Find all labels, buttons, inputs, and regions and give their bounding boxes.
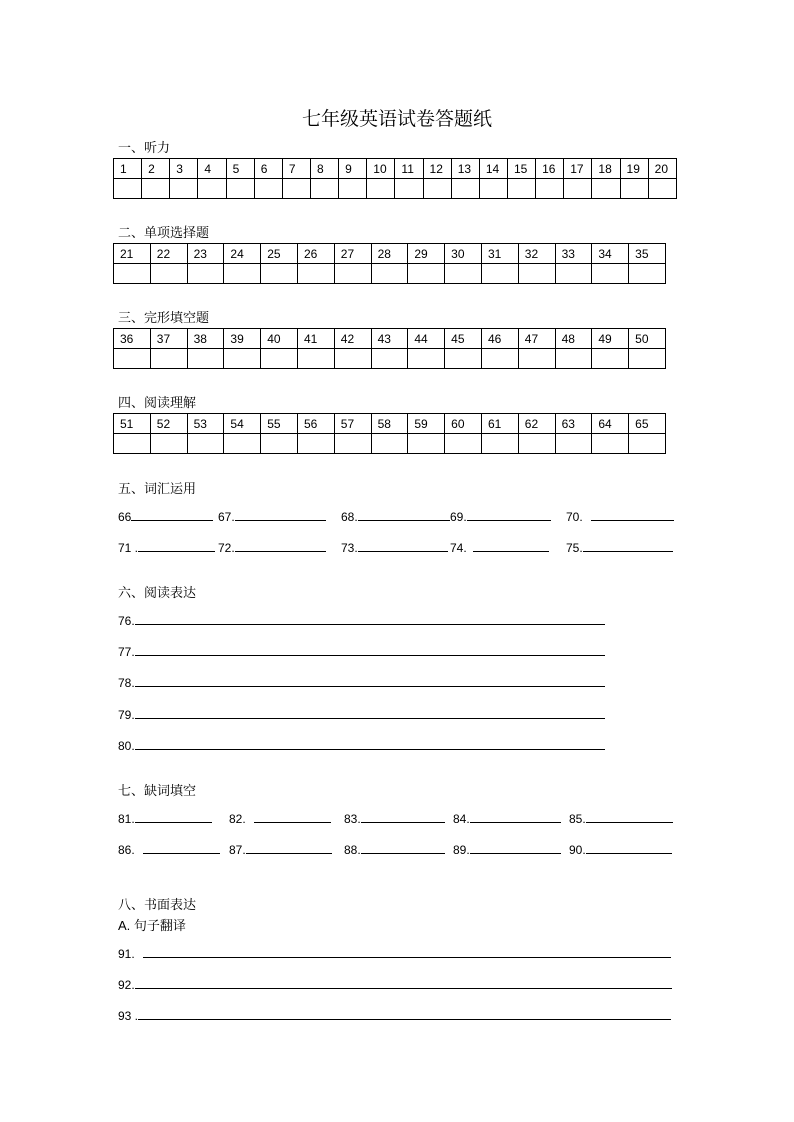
blank-70[interactable] xyxy=(566,508,674,524)
answer-cell[interactable] xyxy=(114,349,151,369)
answer-cell[interactable] xyxy=(445,434,482,454)
answer-cell[interactable] xyxy=(261,434,298,454)
question-number-cell: 58 xyxy=(371,414,408,434)
answer-cell[interactable] xyxy=(629,434,666,454)
section-heading-reading-expression: 六、阅读表达 xyxy=(118,585,197,600)
answer-grid-listening xyxy=(113,158,677,199)
answer-line-80[interactable] xyxy=(118,737,605,753)
answer-cell[interactable] xyxy=(371,434,408,454)
question-number-cell: 18 xyxy=(592,159,620,179)
line-label: 92. xyxy=(118,978,135,992)
answer-cell[interactable] xyxy=(536,179,564,199)
blank-69[interactable] xyxy=(450,508,551,524)
section-heading-missing-words: 七、缺词填空 xyxy=(118,783,197,798)
question-number-cell: 54 xyxy=(224,414,261,434)
question-number-row xyxy=(114,329,666,349)
answer-cell[interactable] xyxy=(371,264,408,284)
answer-line-79[interactable] xyxy=(118,706,605,722)
question-number-cell: 11 xyxy=(395,159,423,179)
question-number-cell: 10 xyxy=(367,159,395,179)
question-number-cell: 64 xyxy=(592,414,629,434)
line-label: 91. xyxy=(118,947,135,961)
answer-cell[interactable] xyxy=(481,434,518,454)
question-number-cell: 37 xyxy=(150,329,187,349)
answer-cell[interactable] xyxy=(451,179,479,199)
blank-82[interactable] xyxy=(229,810,331,826)
question-number-cell: 47 xyxy=(518,329,555,349)
answer-cell[interactable] xyxy=(297,264,334,284)
section-heading-writing: 八、书面表达 xyxy=(118,897,197,912)
question-number-cell: 42 xyxy=(334,329,371,349)
answer-cell[interactable] xyxy=(555,434,592,454)
answer-line-93[interactable] xyxy=(118,1007,671,1023)
question-number-cell: 40 xyxy=(261,329,298,349)
answer-grid-reading xyxy=(113,413,666,454)
question-number-cell: 60 xyxy=(445,414,482,434)
question-number-cell: 56 xyxy=(297,414,334,434)
answer-row xyxy=(114,349,666,369)
blank-89[interactable] xyxy=(453,841,561,857)
question-number-cell: 43 xyxy=(371,329,408,349)
answer-cell[interactable] xyxy=(187,349,224,369)
question-number-cell: 2 xyxy=(142,159,170,179)
line-label: 76. xyxy=(118,614,135,628)
question-number-cell: 53 xyxy=(187,414,224,434)
blank-83[interactable] xyxy=(344,810,445,826)
question-number-cell: 34 xyxy=(592,244,629,264)
question-number-cell: 30 xyxy=(445,244,482,264)
answer-cell[interactable] xyxy=(198,179,226,199)
blank-86[interactable] xyxy=(118,841,220,857)
question-number-cell: 36 xyxy=(114,329,151,349)
answer-cell[interactable] xyxy=(408,264,445,284)
section-heading-vocabulary: 五、词汇运用 xyxy=(118,481,197,496)
blank-label: 74. xyxy=(450,541,467,555)
blank-74[interactable] xyxy=(450,539,549,555)
question-number-cell: 65 xyxy=(629,414,666,434)
answer-cell[interactable] xyxy=(479,179,507,199)
question-number-row xyxy=(114,244,666,264)
question-number-cell: 4 xyxy=(198,159,226,179)
question-number-cell: 55 xyxy=(261,414,298,434)
answer-cell[interactable] xyxy=(170,179,198,199)
blank-label: 87. xyxy=(229,843,246,857)
answer-cell[interactable] xyxy=(518,264,555,284)
blank-label: 66 xyxy=(118,510,132,524)
answer-cell[interactable] xyxy=(423,179,451,199)
answer-line-76[interactable] xyxy=(118,612,605,628)
question-number-cell: 1 xyxy=(114,159,142,179)
answer-line-78[interactable] xyxy=(118,674,605,690)
answer-cell[interactable] xyxy=(555,264,592,284)
answer-cell[interactable] xyxy=(408,349,445,369)
answer-cell[interactable] xyxy=(150,264,187,284)
blank-label: 67. xyxy=(218,510,235,524)
question-number-cell: 22 xyxy=(150,244,187,264)
answer-cell[interactable] xyxy=(114,264,151,284)
answer-cell[interactable] xyxy=(114,434,151,454)
question-number-cell: 49 xyxy=(592,329,629,349)
question-number-cell: 35 xyxy=(629,244,666,264)
line-label: 93 . xyxy=(118,1009,139,1023)
question-number-cell: 31 xyxy=(481,244,518,264)
question-number-cell: 50 xyxy=(629,329,666,349)
question-number-cell: 21 xyxy=(114,244,151,264)
blank-label: 73. xyxy=(341,541,358,555)
answer-cell[interactable] xyxy=(254,179,282,199)
answer-cell[interactable] xyxy=(620,179,648,199)
answer-cell[interactable] xyxy=(310,179,338,199)
question-number-cell: 45 xyxy=(445,329,482,349)
blank-85[interactable] xyxy=(569,810,673,826)
question-number-cell: 62 xyxy=(518,414,555,434)
answer-cell[interactable] xyxy=(367,179,395,199)
question-number-cell: 57 xyxy=(334,414,371,434)
blank-label: 75. xyxy=(566,541,583,555)
blank-71[interactable] xyxy=(118,539,215,555)
answer-row xyxy=(114,434,666,454)
question-number-cell: 51 xyxy=(114,414,151,434)
answer-cell[interactable] xyxy=(518,349,555,369)
answer-cell[interactable] xyxy=(564,179,592,199)
question-number-cell: 23 xyxy=(187,244,224,264)
answer-cell[interactable] xyxy=(555,349,592,369)
blank-81[interactable] xyxy=(118,810,212,826)
question-number-cell: 24 xyxy=(224,244,261,264)
question-number-cell: 7 xyxy=(282,159,310,179)
answer-cell[interactable] xyxy=(629,349,666,369)
blank-label: 90. xyxy=(569,843,586,857)
blank-label: 89. xyxy=(453,843,470,857)
blank-label: 72. xyxy=(218,541,235,555)
answer-cell[interactable] xyxy=(224,264,261,284)
blank-88[interactable] xyxy=(344,841,445,857)
question-number-cell: 59 xyxy=(408,414,445,434)
answer-cell[interactable] xyxy=(507,179,535,199)
answer-cell[interactable] xyxy=(150,434,187,454)
question-number-cell: 28 xyxy=(371,244,408,264)
answer-cell[interactable] xyxy=(395,179,423,199)
answer-cell[interactable] xyxy=(629,264,666,284)
answer-cell[interactable] xyxy=(297,349,334,369)
answer-cell[interactable] xyxy=(261,264,298,284)
question-number-cell: 6 xyxy=(254,159,282,179)
blank-68[interactable] xyxy=(341,508,450,524)
question-number-cell: 17 xyxy=(564,159,592,179)
question-number-cell: 12 xyxy=(423,159,451,179)
blank-73[interactable] xyxy=(341,539,448,555)
blank-67[interactable] xyxy=(218,508,326,524)
question-number-cell: 25 xyxy=(261,244,298,264)
answer-cell[interactable] xyxy=(297,434,334,454)
blank-label: 68. xyxy=(341,510,358,524)
blank-label: 85. xyxy=(569,812,586,826)
answer-cell[interactable] xyxy=(224,434,261,454)
answer-cell[interactable] xyxy=(518,434,555,454)
question-number-cell: 44 xyxy=(408,329,445,349)
blank-87[interactable] xyxy=(229,841,332,857)
blank-72[interactable] xyxy=(218,539,326,555)
question-number-row xyxy=(114,159,677,179)
question-number-cell: 61 xyxy=(481,414,518,434)
blank-label: 88. xyxy=(344,843,361,857)
answer-cell[interactable] xyxy=(339,179,367,199)
question-number-cell: 32 xyxy=(518,244,555,264)
question-number-row xyxy=(114,414,666,434)
answer-cell[interactable] xyxy=(481,349,518,369)
section-heading-listening: 一、听力 xyxy=(118,140,171,155)
answer-cell[interactable] xyxy=(187,434,224,454)
answer-line-91[interactable] xyxy=(118,945,671,961)
answer-cell[interactable] xyxy=(261,349,298,369)
answer-cell[interactable] xyxy=(187,264,224,284)
question-number-cell: 29 xyxy=(408,244,445,264)
line-label: 79. xyxy=(118,708,135,722)
section-heading-cloze: 三、完形填空题 xyxy=(118,310,210,325)
blank-66[interactable] xyxy=(118,508,213,524)
line-label: 77. xyxy=(118,645,135,659)
answer-row xyxy=(114,264,666,284)
question-number-cell: 27 xyxy=(334,244,371,264)
answer-cell[interactable] xyxy=(481,264,518,284)
answer-line-77[interactable] xyxy=(118,643,605,659)
question-number-cell: 14 xyxy=(479,159,507,179)
question-number-cell: 16 xyxy=(536,159,564,179)
answer-cell[interactable] xyxy=(648,179,676,199)
blank-label: 86. xyxy=(118,843,135,857)
blank-label: 81. xyxy=(118,812,135,826)
question-number-cell: 26 xyxy=(297,244,334,264)
section-heading-single-choice: 二、单项选择题 xyxy=(118,225,210,240)
answer-grid-cloze xyxy=(113,328,666,369)
answer-cell[interactable] xyxy=(445,264,482,284)
question-number-cell: 15 xyxy=(507,159,535,179)
blank-label: 82. xyxy=(229,812,246,826)
blank-label: 71 . xyxy=(118,541,139,555)
answer-cell[interactable] xyxy=(226,179,254,199)
question-number-cell: 19 xyxy=(620,159,648,179)
question-number-cell: 5 xyxy=(226,159,254,179)
answer-line-92[interactable] xyxy=(118,976,672,992)
answer-cell[interactable] xyxy=(592,179,620,199)
answer-row xyxy=(114,179,677,199)
blank-label: 70. xyxy=(566,510,583,524)
blank-90[interactable] xyxy=(569,841,672,857)
question-number-cell: 63 xyxy=(555,414,592,434)
answer-cell[interactable] xyxy=(142,179,170,199)
question-number-cell: 52 xyxy=(150,414,187,434)
question-number-cell: 20 xyxy=(648,159,676,179)
blank-label: 84. xyxy=(453,812,470,826)
question-number-cell: 39 xyxy=(224,329,261,349)
answer-cell[interactable] xyxy=(592,349,629,369)
question-number-cell: 3 xyxy=(170,159,198,179)
answer-cell[interactable] xyxy=(334,434,371,454)
answer-cell[interactable] xyxy=(224,349,261,369)
line-label: 78. xyxy=(118,676,135,690)
question-number-cell: 9 xyxy=(339,159,367,179)
question-number-cell: 48 xyxy=(555,329,592,349)
answer-cell[interactable] xyxy=(592,434,629,454)
section-heading-reading: 四、阅读理解 xyxy=(118,395,197,410)
answer-cell[interactable] xyxy=(445,349,482,369)
line-label: 80. xyxy=(118,739,135,753)
question-number-cell: 13 xyxy=(451,159,479,179)
question-number-cell: 46 xyxy=(481,329,518,349)
answer-cell[interactable] xyxy=(334,264,371,284)
question-number-cell: 8 xyxy=(310,159,338,179)
question-number-cell: 33 xyxy=(555,244,592,264)
subheading-translation: A. 句子翻译 xyxy=(118,918,186,933)
answer-cell[interactable] xyxy=(150,349,187,369)
answer-cell[interactable] xyxy=(114,179,142,199)
question-number-cell: 41 xyxy=(297,329,334,349)
blank-label: 83. xyxy=(344,812,361,826)
answer-cell[interactable] xyxy=(408,434,445,454)
question-number-cell: 38 xyxy=(187,329,224,349)
answer-cell[interactable] xyxy=(371,349,408,369)
blank-label: 69. xyxy=(450,510,467,524)
answer-cell[interactable] xyxy=(334,349,371,369)
answer-cell[interactable] xyxy=(592,264,629,284)
answer-cell[interactable] xyxy=(282,179,310,199)
answer-grid-single-choice xyxy=(113,243,666,284)
page-title: 七年级英语试卷答题纸 xyxy=(301,108,492,130)
blank-75[interactable] xyxy=(566,539,673,555)
blank-84[interactable] xyxy=(453,810,561,826)
